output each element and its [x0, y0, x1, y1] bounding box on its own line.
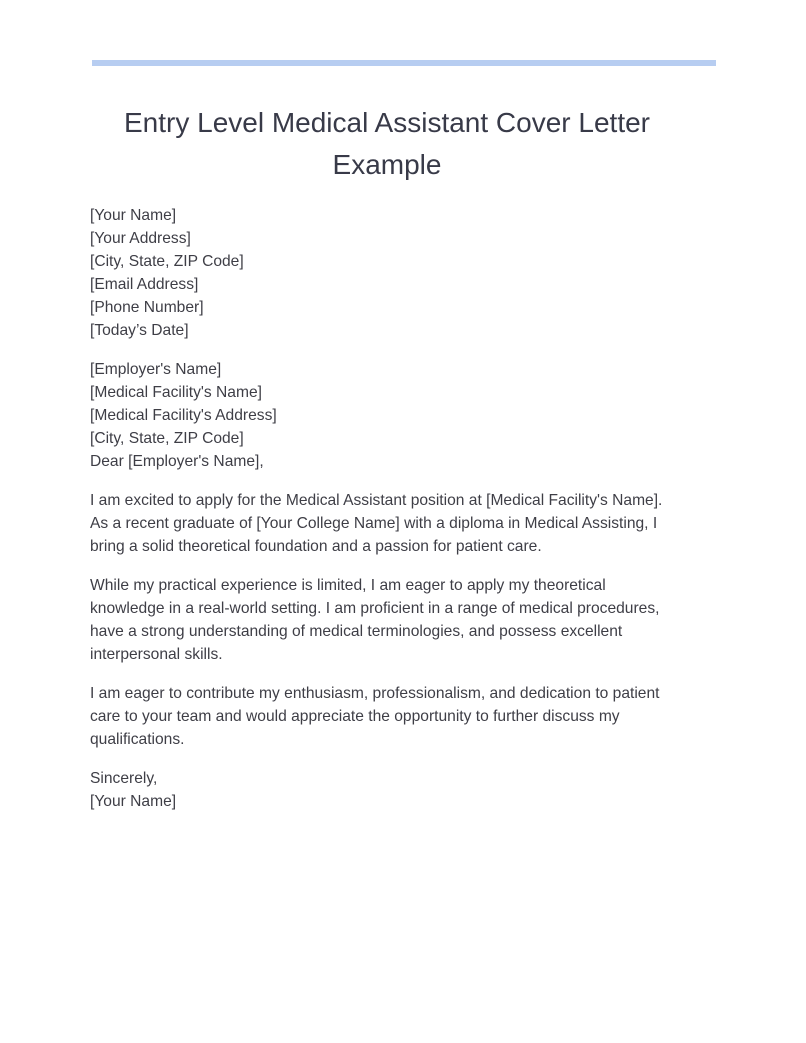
paragraph-1 — [90, 489, 690, 558]
paragraph-3 — [90, 682, 690, 751]
signature-name: [Your Name] — [90, 793, 177, 810]
paragraph-line: As a recent graduate of [Your College Name] with a diploma in Medical Assisting, I — [90, 515, 658, 532]
paragraph-2 — [90, 574, 690, 666]
paragraph-line: While my practical experience is limited, I am eager to apply my theoretical — [90, 577, 606, 594]
letter-body — [90, 204, 690, 829]
sender-email: [Email Address] — [90, 276, 199, 293]
paragraph-line: bring a solid theoretical foundation and a passion for patient care. — [90, 538, 542, 555]
paragraph-line: care to your team and would appreciate the opportunity to further discuss my — [90, 708, 620, 725]
sender-date: [Today’s Date] — [90, 322, 189, 339]
paragraph-line: I am excited to apply for the Medical Assistant position at [Medical Facility's Name]. — [90, 492, 663, 509]
paragraph-line: interpersonal skills. — [90, 646, 223, 663]
recipient-facility-address: [Medical Facility's Address] — [90, 407, 277, 424]
sender-name: [Your Name] — [90, 207, 177, 224]
paragraph-line: qualifications. — [90, 731, 185, 748]
paragraph-line: I am eager to contribute my enthusiasm, professionalism, and dedication to patient — [90, 685, 660, 702]
paragraph-line: knowledge in a real-world setting. I am proficient in a range of medical procedures, — [90, 600, 660, 617]
recipient-name: [Employer's Name] — [90, 361, 222, 378]
valediction: Sincerely, — [90, 770, 158, 787]
recipient-facility-name: [Medical Facility's Name] — [90, 384, 262, 401]
sender-block — [90, 204, 690, 342]
closing-block — [90, 767, 690, 813]
sender-phone: [Phone Number] — [90, 299, 204, 316]
top-accent-bar — [92, 60, 716, 66]
salutation: Dear [Employer's Name], — [90, 453, 264, 470]
paragraph-line: have a strong understanding of medical terminologies, and possess excellent — [90, 623, 623, 640]
sender-address: [Your Address] — [90, 230, 191, 247]
sender-city-state-zip: [City, State, ZIP Code] — [90, 253, 244, 270]
recipient-block — [90, 358, 690, 473]
page-title: Entry Level Medical Assistant Cover Letter Example — [123, 107, 650, 180]
recipient-city-state-zip: [City, State, ZIP Code] — [90, 430, 244, 447]
